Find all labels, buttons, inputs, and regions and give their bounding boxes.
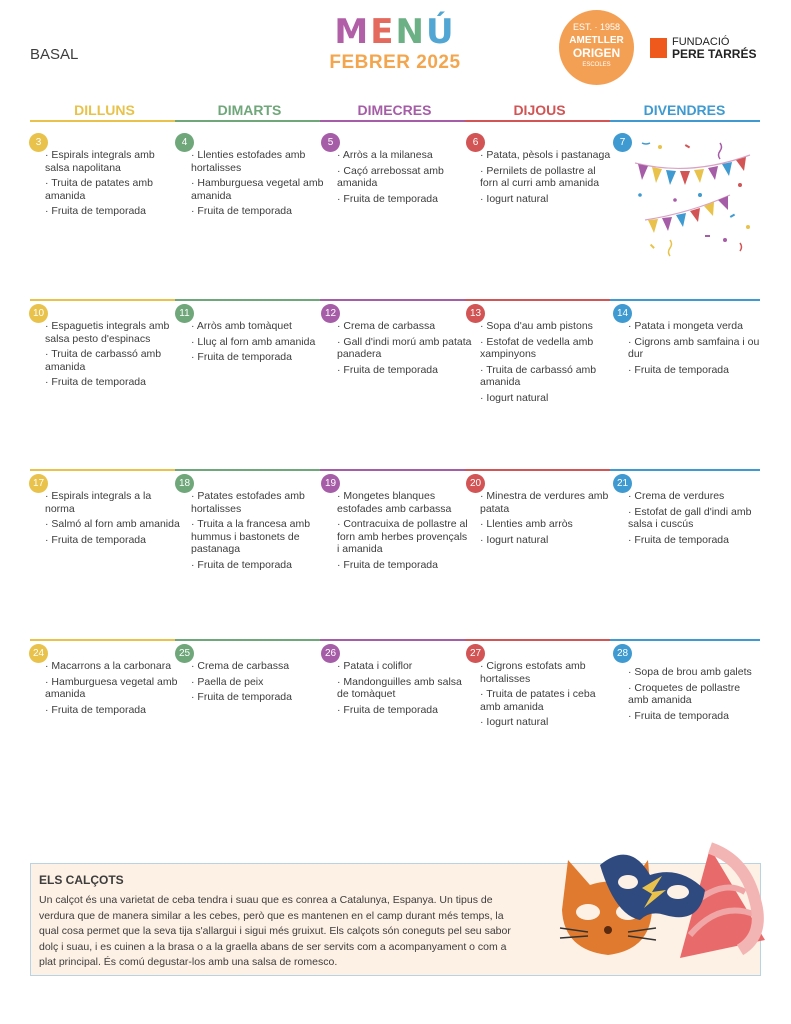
divider-line xyxy=(175,469,320,471)
divider-line xyxy=(175,639,320,641)
day-number: 25 xyxy=(175,644,194,663)
divider-line xyxy=(465,469,610,471)
menu-title xyxy=(300,12,490,52)
menu-item: · Arròs amb tomàquet xyxy=(191,320,292,332)
menu-item: · Sopa d'au amb pistons xyxy=(480,320,593,332)
divider-line xyxy=(610,639,760,641)
menu-cell xyxy=(337,660,472,719)
menu-item: · Caçó arrebossat amb amanida xyxy=(337,164,444,189)
menu-item: · Truita a la francesa amb hummus i bastonets de pastanaga xyxy=(191,518,311,555)
menu-item: · Crema de carbassa xyxy=(191,660,290,672)
divider-line xyxy=(320,639,465,641)
menu-item: · Fruita de temporada xyxy=(45,533,146,546)
menu-item: · Fruita de temporada xyxy=(45,376,146,388)
header-dimarts: DIMARTS xyxy=(217,102,282,118)
menu-item: · Mandonguilles amb salsa de tomàquet xyxy=(337,675,462,700)
divider-line xyxy=(465,639,610,641)
menu-item: · Patata, pèsols i pastanaga xyxy=(480,149,611,161)
day-number: 6 xyxy=(466,133,485,152)
menu-item: · Fruita de temporada xyxy=(337,703,438,716)
menu-cell xyxy=(45,660,180,719)
menu-cell xyxy=(191,660,326,707)
menu-item: · Hamburguesa vegetal amb amanida xyxy=(191,177,324,202)
menu-cell xyxy=(480,660,615,732)
day-number: 26 xyxy=(321,644,340,663)
fundacio-line1: FUNDACIÓ xyxy=(672,36,730,48)
diet-type-label: BASAL xyxy=(30,46,79,63)
day-number: 13 xyxy=(466,304,485,323)
menu-item: · Mongetes blanques estofades amb carbassa xyxy=(337,490,452,515)
divider-line xyxy=(610,469,760,471)
menu-item: · Lluç al forn amb amanida xyxy=(191,335,316,348)
menu-item: · Fruita de temporada xyxy=(628,709,729,722)
menu-cell xyxy=(337,490,472,574)
menu-item: · Patata i mongeta verda xyxy=(628,320,743,332)
logo-origen: ORIGEN xyxy=(572,46,621,60)
header-dijous: DIJOUS xyxy=(513,102,566,118)
menu-item: · Fruita de temporada xyxy=(191,558,292,571)
menu-item: · Cigrons estofats amb hortalisses xyxy=(480,660,586,685)
menu-item: · Fruita de temporada xyxy=(337,558,438,571)
title-letter: E xyxy=(370,12,396,52)
menu-cell xyxy=(628,490,763,549)
menu-item: · Crema de carbassa xyxy=(337,320,436,332)
menu-item: · Espirals integrals amb salsa napolitana xyxy=(45,149,155,174)
day-number: 10 xyxy=(29,304,48,323)
menu-item: · Iogurt natural xyxy=(480,192,549,205)
menu-item: · Fruita de temporada xyxy=(45,703,146,716)
menu-cell xyxy=(628,666,763,725)
fundacio-line2: PERE TARRÉS xyxy=(672,47,757,61)
menu-cell xyxy=(337,149,472,208)
divider-line xyxy=(30,469,175,471)
menu-item: · Espaguetis integrals amb salsa pesto d'espinacs xyxy=(45,320,170,345)
menu-item: · Arròs a la milanesa xyxy=(337,149,433,161)
menu-item: · Iogurt natural xyxy=(480,533,549,546)
menu-item: · Espirals integrals a la norma xyxy=(45,490,152,515)
divider-line xyxy=(175,299,320,301)
menu-item: · Iogurt natural xyxy=(480,716,549,728)
menu-cell xyxy=(337,320,472,379)
day-number: 7 xyxy=(613,133,632,152)
divider-line xyxy=(320,299,465,301)
day-number: 4 xyxy=(175,133,194,152)
day-number: 11 xyxy=(175,304,194,323)
divider-line xyxy=(610,299,760,301)
menu-item: · Fruita de temporada xyxy=(628,533,729,546)
menu-item: · Llenties estofades amb hortalisses xyxy=(191,149,306,174)
fundacio-square-icon xyxy=(650,38,667,58)
menu-item: · Fruita de temporada xyxy=(337,192,438,205)
menu-item: · Fruita de temporada xyxy=(628,363,729,376)
menu-item: · Estofat de vedella amb xampinyons xyxy=(480,335,594,360)
divider-line xyxy=(320,120,465,122)
menu-cell xyxy=(191,320,326,367)
menu-cell xyxy=(480,320,615,407)
menu-item: · Pernilets de pollastre al forn al curri amb amanida xyxy=(480,164,600,189)
party-bunting-illustration xyxy=(630,135,760,265)
menu-cell xyxy=(191,149,326,221)
info-box-title: ELS CALÇOTS xyxy=(39,873,124,887)
menu-item: · Crema de verdures xyxy=(628,490,725,502)
day-number: 3 xyxy=(29,133,48,152)
menu-cell xyxy=(45,320,180,392)
title-letter: Ú xyxy=(425,12,456,52)
header-dimecres: DIMECRES xyxy=(357,102,432,118)
menu-item: · Fruita de temporada xyxy=(191,691,292,703)
menu-item: · Cigrons amb samfaina i ou dur xyxy=(628,335,760,360)
menu-item: · Paella de peix xyxy=(191,675,264,688)
logo-est: EST. · 1958 xyxy=(572,22,621,32)
divider-line xyxy=(465,120,610,122)
divider-line xyxy=(465,299,610,301)
menu-item: · Truita de carbassó amb amanida xyxy=(480,363,597,388)
header-divendres: DIVENDRES xyxy=(643,102,726,118)
day-number: 20 xyxy=(466,474,485,493)
menu-item: · Fruita de temporada xyxy=(191,205,292,217)
menu-cell xyxy=(480,490,615,549)
menu-item: · Fruita de temporada xyxy=(337,363,438,376)
menu-item: · Hamburguesa vegetal amb amanida xyxy=(45,675,178,700)
day-number: 28 xyxy=(613,644,632,663)
logo-ametller: AMETLLER xyxy=(569,35,624,46)
menu-item: · Macarrons a la carbonara xyxy=(45,660,172,672)
month-subtitle: FEBRER 2025 xyxy=(329,52,461,73)
menu-item: · Truita de patates i ceba amb amanida xyxy=(480,688,596,713)
day-number: 14 xyxy=(613,304,632,323)
header-dilluns: DILLUNS xyxy=(74,102,135,118)
menu-cell xyxy=(191,490,326,574)
menu-item: · Fruita de temporada xyxy=(191,351,292,363)
menu-item: · Salmó al forn amb amanida xyxy=(45,518,180,530)
menu-cell xyxy=(628,320,763,379)
menu-cell xyxy=(45,490,180,549)
title-letter: M xyxy=(334,12,371,52)
menu-item: · Sopa de brou amb galets xyxy=(628,666,752,678)
day-number: 17 xyxy=(29,474,48,493)
day-number: 19 xyxy=(321,474,340,493)
title-letter: N xyxy=(395,12,426,52)
divider-line xyxy=(30,299,175,301)
divider-line xyxy=(610,120,760,122)
menu-item: · Minestra de verdures amb patata xyxy=(480,490,609,515)
day-number: 12 xyxy=(321,304,340,323)
day-number: 18 xyxy=(175,474,194,493)
divider-line xyxy=(30,639,175,641)
menu-item: · Patates estofades amb hortalisses xyxy=(191,490,305,515)
menu-item: · Llenties amb arròs xyxy=(480,518,573,530)
ametller-origen-logo xyxy=(559,10,634,85)
day-number: 5 xyxy=(321,133,340,152)
divider-line xyxy=(30,120,175,122)
logo-escoles: ESCOLES xyxy=(582,62,611,68)
menu-cell xyxy=(45,149,180,221)
info-box-text: Un calçot és una varietat de ceba tendra i suau que es conrea a Catalunya, Espanya. Un tipus de verdura que de manera similar a les cebes, però que es mantenen en el camp durant més temps, la qual cosa permet que la seva tija s'allargui i sigui més gruixut. Els calçots són coneguts pel seu sabor dolç i suau, i es cuinen a la brasa o a la graella abans de ser servits com a acompanyament o com a plat principal. És comú degustar-los amb una salsa de romesco. xyxy=(39,894,511,968)
menu-cell xyxy=(480,149,615,208)
menu-item: · Truita de carbassó amb amanida xyxy=(45,348,162,373)
menu-item: · Iogurt natural xyxy=(480,391,549,404)
menu-item: · Truita de patates amb amanida xyxy=(45,177,153,202)
day-number: 24 xyxy=(29,644,48,663)
carnival-mask-hat-illustration xyxy=(530,840,775,965)
menu-item: · Contracuixa de pollastre al forn amb herbes provençals i amanida xyxy=(337,518,468,555)
divider-line xyxy=(175,120,320,122)
menu-item: · Croquetes de pollastre amb amanida xyxy=(628,681,741,706)
day-number: 21 xyxy=(613,474,632,493)
menu-item: · Estofat de gall d'indi amb salsa i cuscús xyxy=(628,505,752,530)
day-number: 27 xyxy=(466,644,485,663)
menu-item: · Patata i coliflor xyxy=(337,660,413,672)
divider-line xyxy=(320,469,465,471)
menu-item: · Fruita de temporada xyxy=(45,205,146,217)
menu-item: · Gall d'indi morú amb patata panadera xyxy=(337,335,472,360)
